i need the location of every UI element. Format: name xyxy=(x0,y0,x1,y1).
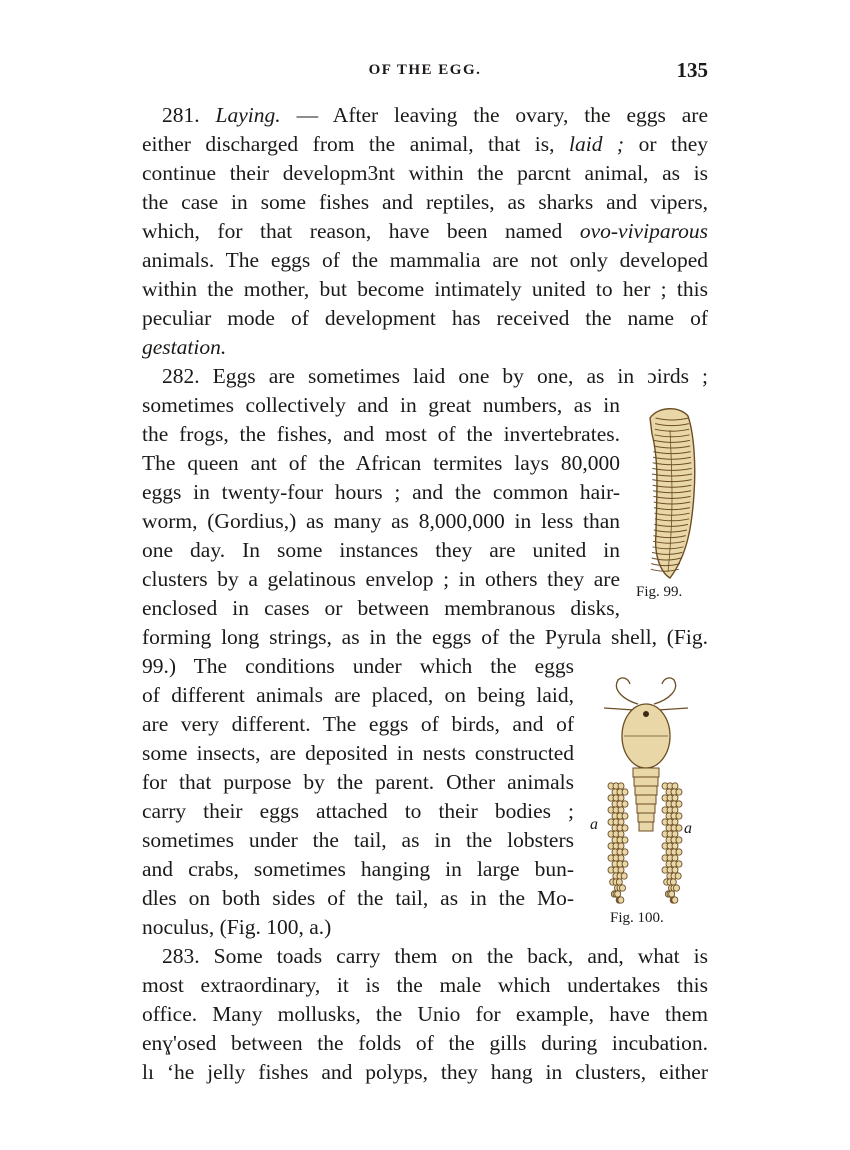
page-number: 135 xyxy=(676,58,708,82)
paragraph-number: 282. xyxy=(162,364,200,388)
text-line: office. Many mollusks, the Unio for example, have them xyxy=(142,1002,708,1026)
text-line: 283. Some toads carry them on the back, and, what is xyxy=(162,944,708,968)
monoculus-illustration xyxy=(594,674,698,906)
term-gestation: gestation. xyxy=(142,335,227,359)
text-line: noculus, (Fig. 100, a.) xyxy=(142,915,332,939)
text-line: sometimes under the tail, as in the lobsters xyxy=(142,828,574,852)
paragraph-number: 281. xyxy=(162,103,200,127)
text-line xyxy=(142,333,226,362)
text-line: sometimes collectively and in great numbers, as in xyxy=(142,393,620,417)
running-title: OF THE EGG. xyxy=(368,62,482,78)
paragraph-number: 283. xyxy=(162,944,200,968)
text-line: clusters by a gelatinous envelop ; in others they are xyxy=(142,567,620,591)
text-line: enclosed in cases or between membranous disks, xyxy=(142,596,620,620)
figure-99-egg-string xyxy=(636,404,706,586)
text-line: one day. In some instances they are united in xyxy=(142,538,620,562)
text-line: lı ʻhe jelly fishes and polyps, they hang in clusters, either xyxy=(142,1060,708,1084)
figure-100-monoculus xyxy=(594,674,698,906)
text-line: continue their developm3nt within the parcnt animal, as is xyxy=(142,161,708,185)
text-line: for that purpose by the parent. Other animals xyxy=(142,770,574,794)
text-line: carry their eggs attached to their bodies ; xyxy=(142,799,574,823)
text-line: which, for that reason, have been named ovo-viviparous xyxy=(142,219,708,243)
pyrula-egg-string-illustration xyxy=(636,404,706,586)
text-line: 99.) The conditions under which the eggs xyxy=(142,654,574,678)
page-header xyxy=(142,58,708,88)
text-line: animals. The eggs of the mammalia are not only developed xyxy=(142,248,708,272)
text-line: The queen ant of the African termites lays 80,000 xyxy=(142,451,620,475)
text-line: worm, (Gordius,) as many as 8,000,000 in less than xyxy=(142,509,620,533)
figure-100-caption: Fig. 100. xyxy=(610,910,664,926)
text-line: 281. Laying. — After leaving the ovary, the eggs are xyxy=(162,103,709,127)
term-ovo-viviparous: ovo-viviparous xyxy=(579,219,708,243)
text-line: are very different. The eggs of birds, and of xyxy=(142,712,574,736)
figure-100-label-right: a xyxy=(684,820,692,837)
text-line: the case in some fishes and reptiles, as sharks and vipers, xyxy=(142,190,708,214)
text-line: forming long strings, as in the eggs of the Pyrula shell, (Fig. xyxy=(142,625,708,649)
text-line: within the mother, but become intimately united to her ; this xyxy=(142,277,708,301)
text-line: and crabs, sometimes hanging in large bun- xyxy=(142,857,574,881)
text-line: the frogs, the fishes, and most of the invertebrates. xyxy=(142,422,620,446)
text-line: some insects, are deposited in nests constructed xyxy=(142,741,574,765)
text-line: 282. Eggs are sometimes laid one by one, as in ɔirds ; xyxy=(162,364,708,388)
text-line: peculiar mode of development has received the name of xyxy=(142,306,708,330)
term-laid: laid ; xyxy=(569,132,625,156)
text-line: eggs in twenty-four hours ; and the common hair- xyxy=(142,480,620,504)
text-line: dles on both sides of the tail, as in the Mo- xyxy=(142,886,574,910)
text-line: of different animals are placed, on being laid, xyxy=(142,683,574,707)
paragraph-heading: Laying. xyxy=(215,103,281,127)
figure-99-caption: Fig. 99. xyxy=(636,584,683,600)
text-line: most extraordinary, it is the male which undertakes this xyxy=(142,973,708,997)
figure-100-label-left: a xyxy=(590,816,598,833)
text-line: enɣ'osed between the folds of the gills during incubation. xyxy=(142,1031,708,1055)
text-line: either discharged from the animal, that is, laid ; or they xyxy=(142,132,709,156)
